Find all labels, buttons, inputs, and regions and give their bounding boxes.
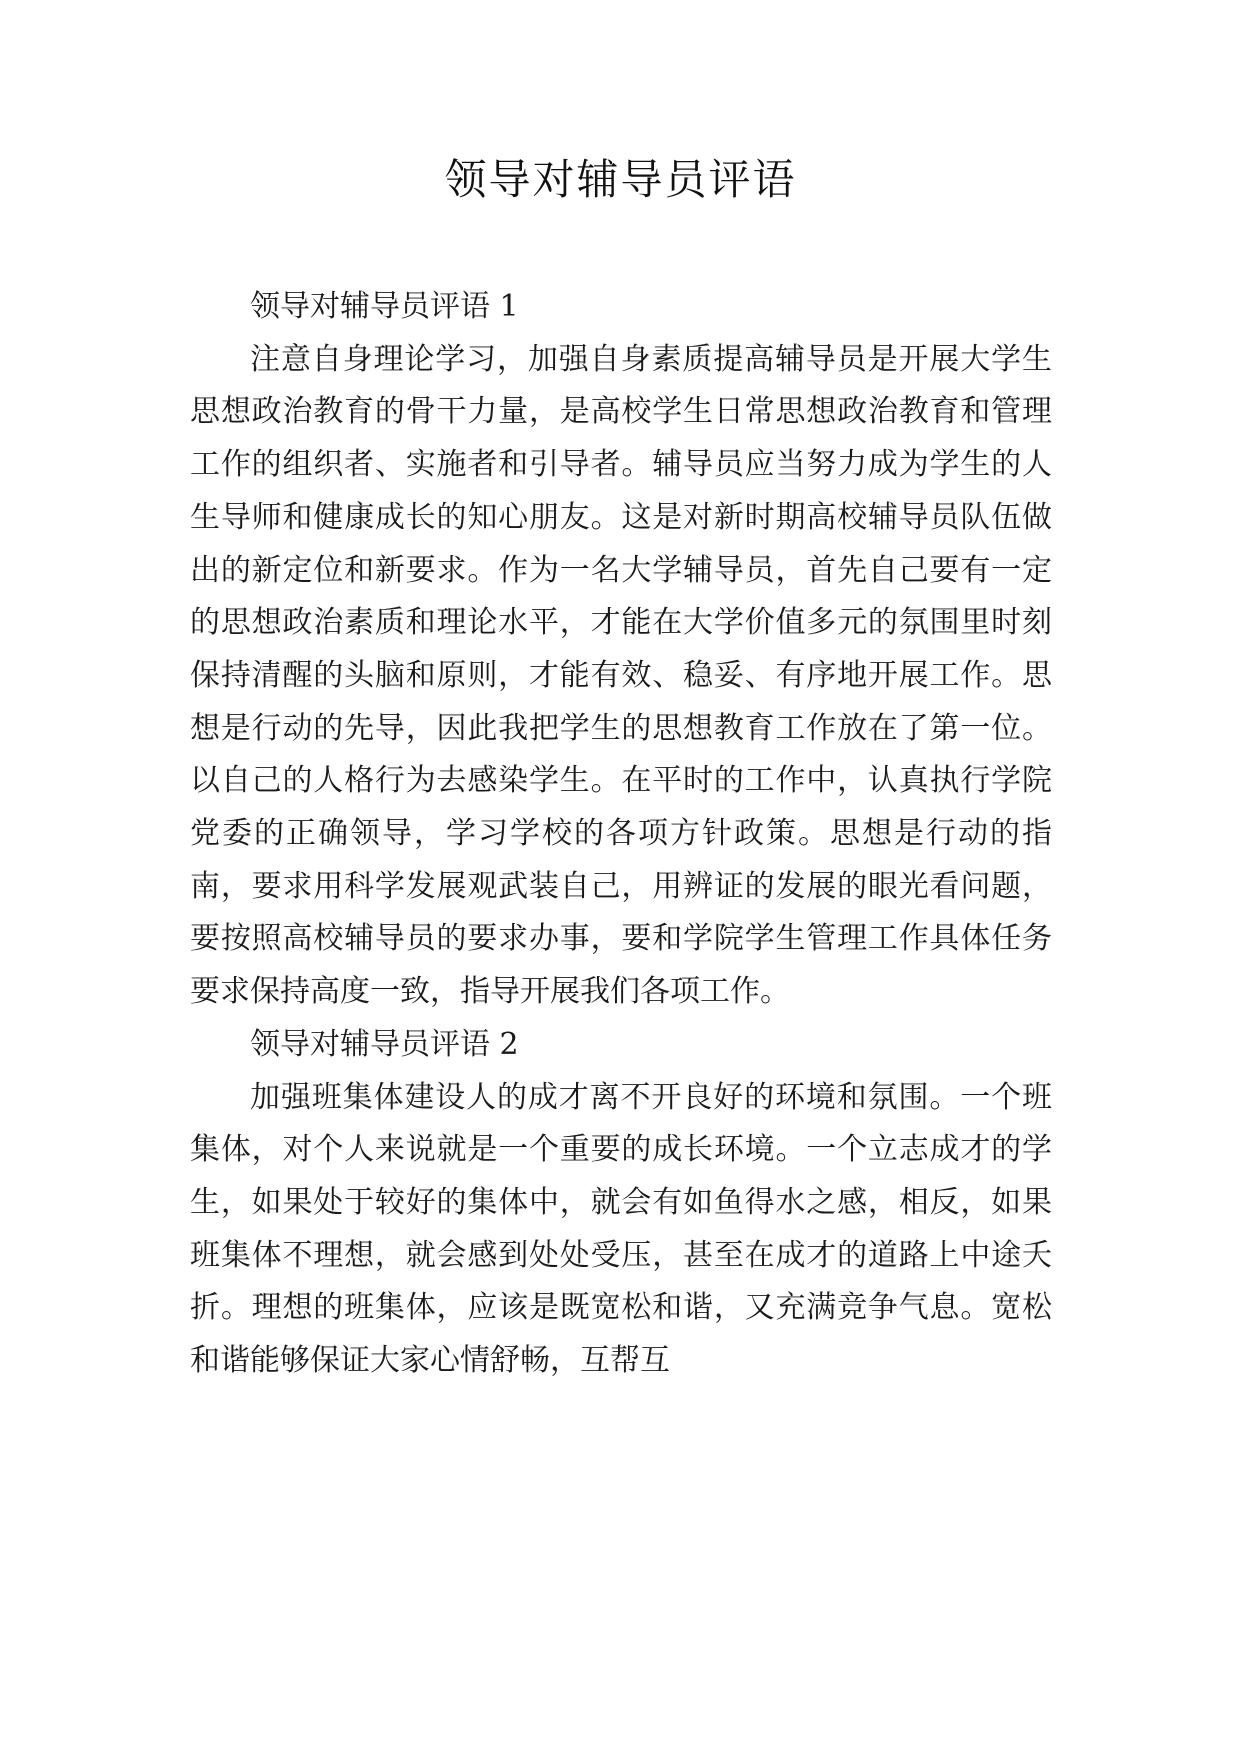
section-paragraph: 加强班集体建设人的成才离不开良好的环境和氛围。一个班集体，对个人来说就是一个重要的成长环境。一个立志成才的学生，如果处于较好的集体中，就会有如鱼得水之感，相反，如果班集体不理想，就会感到处处受压，甚至在成才的道路上中途夭折。理想的班集体，应该是既宽松和谐，又充满竞争气息。宽松和谐能够保证大家心情舒畅，互帮互 [190,1079,1052,1379]
section-heading: 领导对辅导员评语 2 [250,1026,519,1062]
section-heading: 领导对辅导员评语 1 [250,289,519,324]
section-paragraph: 注意自身理论学习，加强自身素质提高辅导员是开展大学生思想政治教育的骨干力量，是高校学生日常思想政治教育和管理工作的组织者、实施者和引导者。辅导员应当努力成为学生的人生导师和健康成长的知心朋友。这是对新时期高校辅导员队伍做出的新定位和新要求。作为一名大学辅导员，首先自己要有一定的思想政治素质和理论水平，才能在大学价值多元的氛围里时刻保持清醒的头脑和原则，才能有效、稳妥、有序地开展工作。思想是行动的先导，因此我把学生的思想教育工作放在了第一位。以自己的人格行为去感染学生。在平时的工作中，认真执行学院党委的正确领导，学习学校的各项方针政策。思想是行动的指南，要求用科学发展观武装自己，用辨证的发展的眼光看问题，要按照高校辅导员的要求办事，要和学院学生管理工作具体任务要求保持高度一致，指导开展我们各项工作。 [190,341,1052,1010]
document-body [190,281,1052,1388]
document-title: 领导对辅导员评语 [444,155,797,204]
